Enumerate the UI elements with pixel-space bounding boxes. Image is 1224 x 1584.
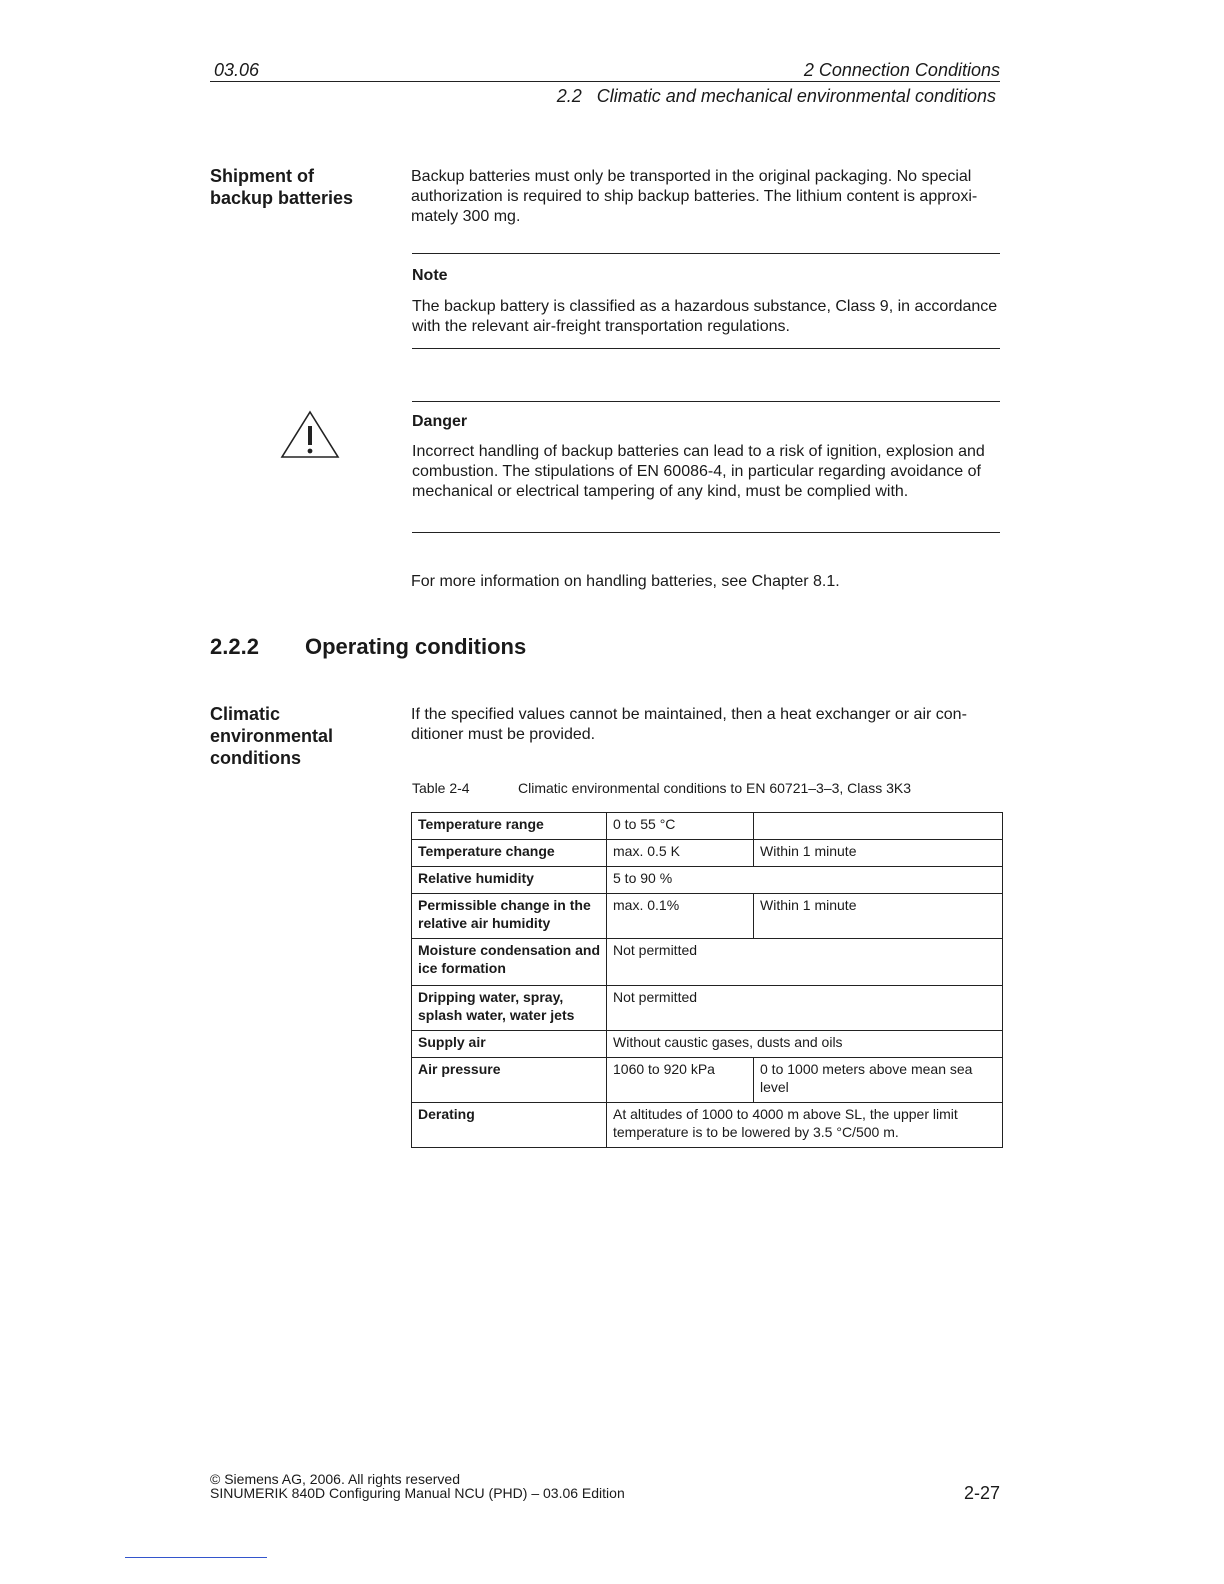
row-label: Derating <box>412 1103 607 1148</box>
note-bottom-rule <box>412 348 1000 349</box>
more-info-text: For more information on handling batteries, see Chapter 8.1. <box>411 573 840 590</box>
table-row <box>412 813 1003 840</box>
row-label: Moisture condensation and ice formation <box>412 939 607 986</box>
table-row <box>412 939 1003 986</box>
row-label: Supply air <box>412 1031 607 1058</box>
shipment-heading <box>210 165 390 209</box>
row-value: 5 to 90 % <box>607 867 1003 894</box>
row-value: Not permitted <box>607 939 1003 986</box>
warning-triangle-icon <box>280 410 340 460</box>
row-value: Without caustic gases, dusts and oils <box>607 1031 1003 1058</box>
climatic-heading-line3: conditions <box>210 748 301 768</box>
climatic-heading-line1: Climatic <box>210 704 281 724</box>
row-extra: Within 1 minute <box>754 894 1003 939</box>
row-value: 0 to 55 °C <box>607 813 754 840</box>
edition-label: 03.06 <box>214 60 260 80</box>
row-value: 1060 to 920 kPa <box>607 1058 754 1103</box>
note-title: Note <box>412 267 448 284</box>
note-text: The backup battery is classified as a hazardous substance, Class 9, in accordance with the relevant air-freight transportation regulations. <box>412 298 998 335</box>
footer-copyright: © Siemens AG, 2006. All rights reserved <box>210 1471 460 1487</box>
page-number: 2-27 <box>963 1483 1000 1503</box>
danger-text: Incorrect handling of backup batteries can lead to a risk of ignition, explosion and combustion. The stipulations of EN 60086-4, in particular regarding avoidance of mechanical or electrical tampering of any kind, must be complied with. <box>412 443 985 500</box>
header-divider <box>210 81 1000 82</box>
footer-manual-title: SINUMERIK 840D Configuring Manual NCU (PHD) – 03.06 Edition <box>210 1485 625 1501</box>
climatic-text: If the specified values cannot be maintained, then a heat exchanger or air con-ditioner must be provided. <box>411 706 967 743</box>
row-label: Temperature change <box>412 840 607 867</box>
row-extra <box>754 813 1003 840</box>
table-caption-number: Table 2-4 <box>412 780 470 796</box>
row-value: Not permitted <box>607 986 1003 1031</box>
climatic-heading-line2: environmental <box>210 726 334 746</box>
danger-bottom-rule <box>412 532 1000 533</box>
table-row <box>412 894 1003 939</box>
table-row <box>412 867 1003 894</box>
shipment-heading-line1: Shipment of <box>210 166 314 186</box>
section-number: 2.2.2 <box>210 634 259 659</box>
row-label: Air pressure <box>412 1058 607 1103</box>
table-row <box>412 1103 1003 1148</box>
row-extra: Within 1 minute <box>754 840 1003 867</box>
row-value: max. 0.5 K <box>607 840 754 867</box>
table-row <box>412 1058 1003 1103</box>
row-label: Temperature range <box>412 813 607 840</box>
section-title: Operating conditions <box>305 634 527 659</box>
row-value: max. 0.1% <box>607 894 754 939</box>
row-extra: 0 to 1000 meters above mean sea level <box>754 1058 1003 1103</box>
climatic-conditions-table <box>411 812 1003 1148</box>
row-label: Permissible change in the relative air humidity <box>412 894 607 939</box>
footer-link-underline <box>125 1557 267 1558</box>
table-caption-title: Climatic environmental conditions to EN 60721–3–3, Class 3K3 <box>518 780 911 796</box>
section-subtitle: 2.2 Climatic and mechanical environmental conditions <box>556 86 996 106</box>
table-row <box>412 986 1003 1031</box>
row-label: Relative humidity <box>412 867 607 894</box>
table-row <box>412 840 1003 867</box>
shipment-text: Backup batteries must only be transported in the original packaging. No special authorization is required to ship backup batteries. The lithium content is approxi-mately 300 mg. <box>411 168 978 225</box>
row-label: Dripping water, spray, splash water, water jets <box>412 986 607 1031</box>
table-row <box>412 1031 1003 1058</box>
danger-title: Danger <box>412 413 468 430</box>
shipment-heading-line2: backup batteries <box>210 188 354 208</box>
chapter-title: 2 Connection Conditions <box>803 60 1000 80</box>
row-value: At altitudes of 1000 to 4000 m above SL, the upper limit temperature is to be lowered by 3.5 °C/500 m. <box>607 1103 1003 1148</box>
note-top-rule <box>412 253 1000 254</box>
climatic-heading <box>210 703 390 769</box>
danger-top-rule <box>412 401 1000 402</box>
